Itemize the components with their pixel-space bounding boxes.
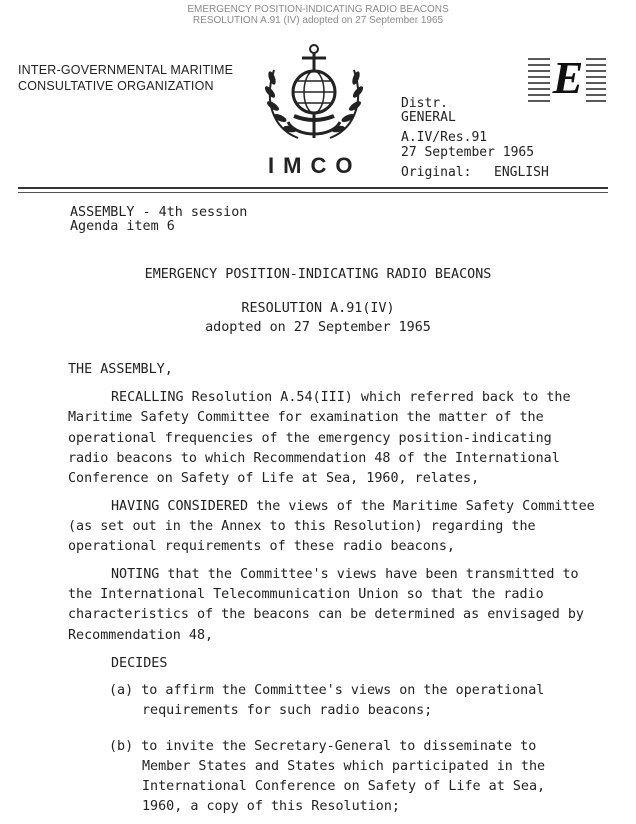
organization-name-line1: INTER-GOVERNMENTAL MARITIME (18, 63, 234, 77)
paragraph-line: RECALLING Resolution A.54(III) which referred back to the (111, 390, 571, 405)
imco-logo-text: IMCO (268, 153, 362, 178)
paragraph-line: operational requirements of these radio beacons, (68, 539, 455, 554)
session-line: ASSEMBLY - 4th session (70, 205, 248, 220)
paragraph-line: Maritime Safety Committee for examination the matter of the (68, 410, 544, 425)
organization-name (18, 62, 233, 94)
decides-heading: DECIDES (111, 656, 168, 671)
distribution-status: GENERAL (401, 110, 456, 125)
paragraph-line: Conference on Safety of Life at Sea, 1960, relates, (68, 471, 480, 486)
distribution-label: Distr. (401, 96, 448, 111)
page-header-title: EMERGENCY POSITION-INDICATING RADIO BEACONS (187, 4, 449, 15)
paragraph-line: radio beacons to which Recommendation 48 of the International (68, 451, 560, 466)
list-item-line: International Conference on Safety of Life at Sea, (142, 779, 546, 794)
paragraph-line: operational frequencies of the emergency position-indicating (68, 431, 552, 446)
paragraph-line: Recommendation 48, (68, 628, 214, 643)
imco-emblem-icon (258, 38, 370, 150)
document-date: 27 September 1965 (401, 145, 535, 160)
list-item-line: Member States and States which participated in the (142, 759, 546, 774)
paragraph-line: (as set out in the Annex to this Resolution) regarding the (68, 519, 536, 534)
organization-name-line2: CONSULTATIVE ORGANIZATION (18, 79, 214, 93)
document-title: EMERGENCY POSITION-INDICATING RADIO BEACONS (144, 267, 492, 282)
original-language-label: Original: (401, 165, 472, 180)
list-item-line: 1960, a copy of this Resolution; (142, 799, 400, 814)
resolution-number: RESOLUTION A.91(IV) (241, 301, 395, 316)
adoption-date: adopted on 27 September 1965 (205, 320, 431, 335)
paragraph-line: NOTING that the Committee's views have been transmitted to (111, 567, 579, 582)
list-item-line: (b) to invite the Secretary-General to disseminate to (109, 739, 537, 754)
paragraph-line: the International Telecommunication Union so that the radio (68, 587, 544, 602)
language-letter: E (552, 52, 584, 103)
list-item-line: (a) to affirm the Committee's views on the operational (109, 683, 545, 698)
header-rule (18, 187, 608, 189)
original-language-value: ENGLISH (494, 165, 549, 180)
paragraph-line: characteristics of the beacons can be determined as envisaged by (68, 607, 584, 622)
paragraph-line: HAVING CONSIDERED the views of the Maritime Safety Committee (111, 499, 595, 514)
agenda-item: Agenda item 6 (70, 219, 175, 234)
page-header-subtitle: RESOLUTION A.91 (IV) adopted on 27 September 1965 (192, 15, 444, 26)
header-rule-thin (18, 192, 608, 193)
language-e-icon (528, 52, 606, 105)
document-symbol: A.IV/Res.91 (401, 130, 488, 145)
assembly-heading: THE ASSEMBLY, (68, 362, 173, 377)
list-item-line: requirements for such radio beacons; (142, 703, 433, 718)
